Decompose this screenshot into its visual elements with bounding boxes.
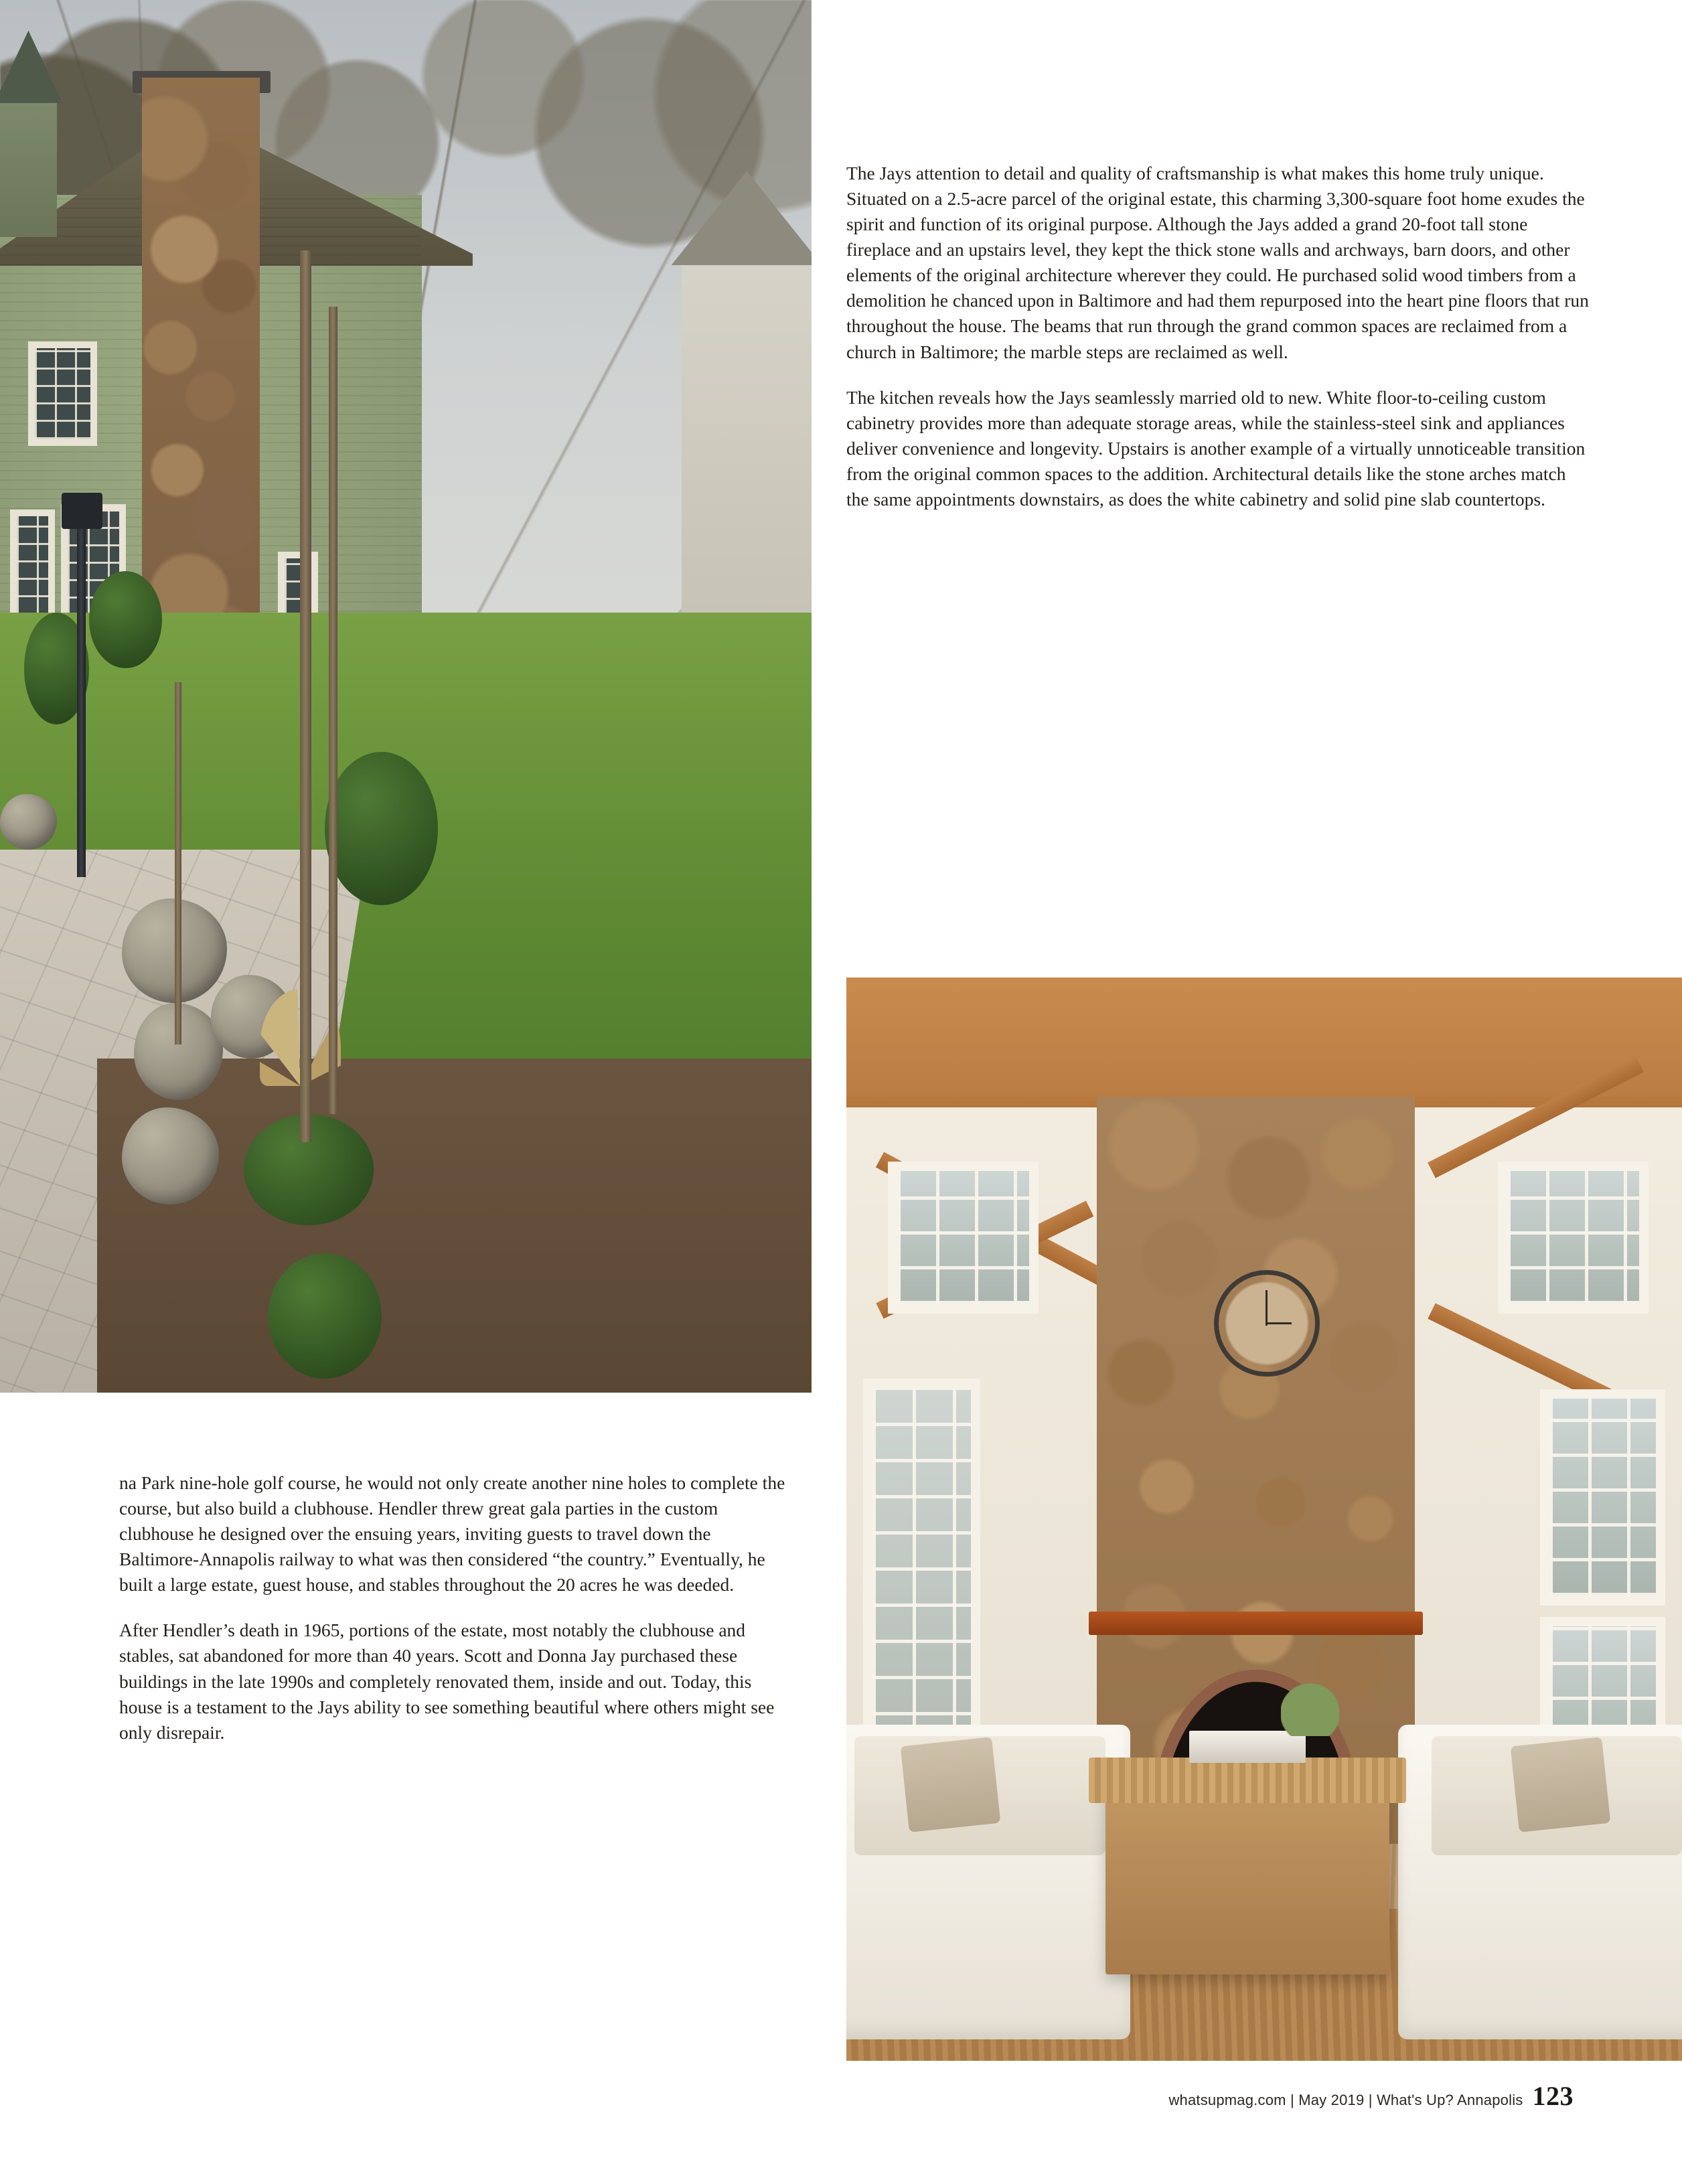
window-pane-grid	[17, 516, 49, 614]
hosta-bed	[268, 1253, 382, 1379]
paragraph-jays-attention-to-detail: The Jays attention to detail and quality of craftsmanship is what makes this home truly unique. Situated on a 2.5-acre parcel of the original estate, this charming 3,300-square foot home exudes the spirit and function of its original purpose. Although the Jays added a grand 20-foot tall stone fireplace and an upstairs level, they kept the thick stone walls and archways, barn doors, and other elements of the original architecture wherever they could. He purchased solid wood timbers from a demolition he chanced upon in Baltimore and had them repurposed into the heart pine floors that run throughout the house. The beams that run through the grand common spaces are reclaimed from a church in Baltimore; the marble steps are reclaimed as well.	[846, 163, 1589, 362]
boulder-edge-left	[0, 794, 57, 850]
window-pane-grid	[897, 1171, 1029, 1304]
fireplace-mantel	[1089, 1612, 1423, 1636]
page-footer	[1168, 2080, 1574, 2112]
footer-credit-line: whatsupmag.com | May 2019 | What's Up? Annapolis	[1168, 2092, 1523, 2108]
stone-chimney	[142, 78, 260, 690]
mulch-garden-bed	[97, 1059, 812, 1393]
paragraph-golf-course-continuation: na Park nine-hole golf course, he would not only create another nine holes to complete the course, but also build a clubhouse. Hendler threw great gala parties in the custom clubhouse he designed over the ensuing years, inviting guests to travel down the Baltimore-Annapolis railway to what was then considered “the country.” Eventually, he built a large estate, guest house, and stables throughout the 20 acres he was deeded.	[119, 1472, 785, 1595]
tree-trunk-left	[175, 682, 182, 1044]
table-plant	[1281, 1660, 1339, 1735]
page-number: 123	[1532, 2081, 1574, 2111]
exterior-photo-stone-chimney-house	[0, 0, 812, 1393]
neighboring-house	[682, 250, 812, 613]
gable-window-left	[888, 1162, 1039, 1314]
window-pane-grid	[1507, 1171, 1639, 1304]
gable-window-right	[1498, 1162, 1649, 1314]
side-window-right-upper	[1540, 1389, 1665, 1606]
wall-clock	[1214, 1270, 1320, 1377]
cupola	[0, 98, 57, 237]
throw-pillow-left	[901, 1737, 1001, 1832]
article-left-column	[119, 1470, 791, 1745]
tree-trunk-center	[300, 250, 311, 1142]
window-pane-grid	[35, 348, 90, 439]
window-pane-grid	[1549, 1399, 1656, 1597]
coffee-table-top	[1089, 1758, 1406, 1803]
lamp-head	[62, 493, 102, 529]
lamp-post	[77, 516, 86, 878]
shrub-far-right	[325, 752, 439, 905]
paragraph-kitchen-reveals: The kitchen reveals how the Jays seamlessly married old to new. White floor-to-ceiling custom cabinetry provides more than adequate storage areas, while the stainless-steel sink and appliances deliver convenience and longevity. Upstairs is another example of a virtually unnoticeable transition from the original common spaces to the addition. Architectural details like the stone arches match the same appointments downstairs, as does the white cabinetry and solid pine slab countertops.	[846, 386, 1586, 510]
house-window-left	[28, 341, 97, 446]
shrub-left	[89, 571, 162, 669]
throw-pillow-right	[1511, 1737, 1611, 1832]
interior-photo-living-room-stone-fireplace	[846, 978, 1682, 2061]
paragraph-after-hendlers-death: After Hendler’s death in 1965, portions of the estate, most notably the clubhouse and stables, sat abandoned for more than 40 years. Scott and Donna Jay purchased these buildings in the late 1990s and completely renovated them, inside and out. Today, this house is a testament to the Jays ability to see something beautiful where others might see only disrepair.	[119, 1620, 775, 1743]
house-window-right	[10, 510, 56, 621]
article-right-column	[846, 161, 1591, 512]
tree-trunk-right	[329, 307, 337, 1114]
